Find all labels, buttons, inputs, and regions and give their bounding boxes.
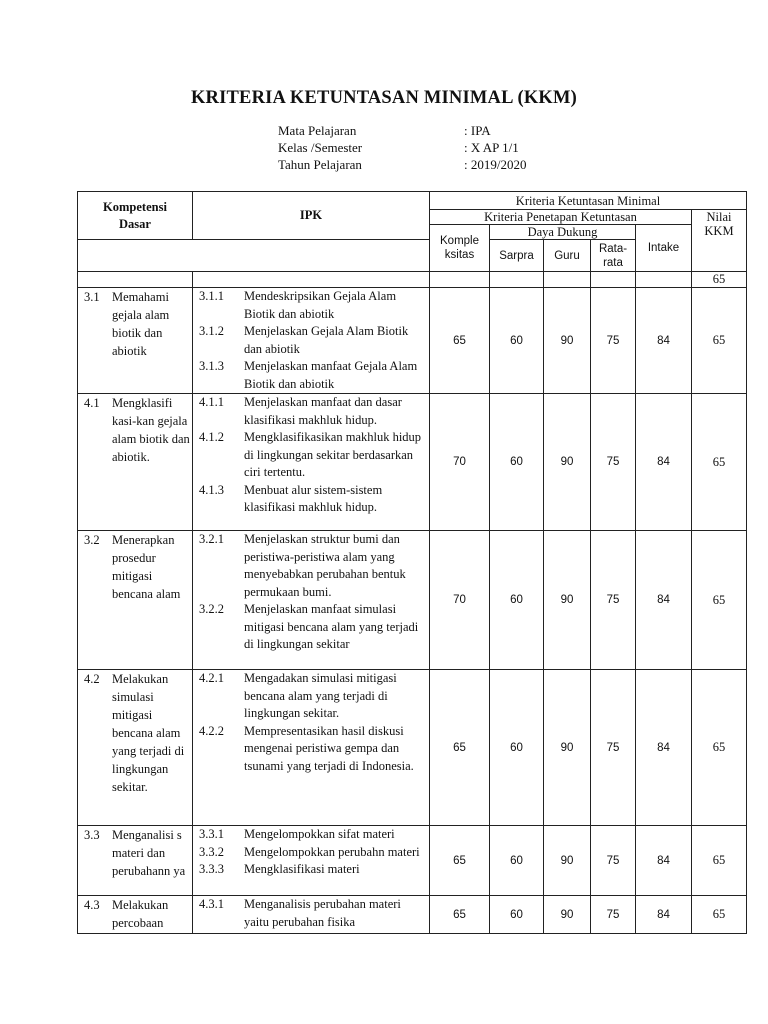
ipk-text: Mengelompokkan sifat materi <box>244 827 395 841</box>
meta-value: : 2019/2020 <box>464 157 527 172</box>
ipk-number: 3.3.2 <box>199 844 224 859</box>
ipk-number: 3.2.2 <box>199 602 224 616</box>
kompetensi-dasar-cell <box>78 288 193 394</box>
header-kompetensi-dasar: Kompetensi Dasar <box>78 192 193 240</box>
intake-value: 84 <box>636 826 692 896</box>
intake-value: 84 <box>636 670 692 826</box>
kd-number: 3.3 <box>84 828 100 842</box>
kkm-table <box>77 191 747 934</box>
ipk-number: 4.1.2 <box>199 430 224 444</box>
ipk-number: 4.1.3 <box>199 482 224 497</box>
header-daya-dukung: Daya Dukung <box>490 225 636 240</box>
kompleksitas-value: 65 <box>430 826 490 896</box>
rata-rata-value: 75 <box>591 394 636 531</box>
ipk-item <box>193 288 429 323</box>
header-intake: Intake <box>636 225 692 272</box>
ipk-cell <box>193 670 430 826</box>
ipk-number: 4.2.1 <box>199 671 224 685</box>
kkm-row <box>78 531 747 670</box>
kkm-row <box>78 394 747 531</box>
ipk-number: 3.2.1 <box>199 532 224 546</box>
kompetensi-dasar-cell <box>78 670 193 826</box>
ipk-text: Menjelaskan manfaat Gejala Alam Biotik dan abiotik <box>244 359 418 391</box>
guru-value: 90 <box>544 394 591 531</box>
kompleksitas-value: 65 <box>430 288 490 394</box>
document-meta <box>278 122 526 173</box>
sarpra-value: 60 <box>490 896 544 934</box>
header-rata-rata: Rata-rata <box>591 240 636 272</box>
ipk-text: Menjelaskan Gejala Alam Biotik dan abiotik <box>244 324 409 356</box>
meta-value: : X AP 1/1 <box>464 140 519 155</box>
kd-text: Melakukan percobaan <box>112 898 169 930</box>
blank-row <box>78 272 747 288</box>
intake-value: 84 <box>636 394 692 531</box>
kompleksitas-value: 70 <box>430 394 490 531</box>
meta-row-subject <box>278 122 526 139</box>
ipk-cell <box>193 394 430 531</box>
ipk-cell <box>193 288 430 394</box>
kd-number: 3.1 <box>84 290 100 304</box>
ipk-number: 3.1.3 <box>199 359 224 373</box>
ipk-item <box>193 482 429 517</box>
sarpra-value: 60 <box>490 288 544 394</box>
nilai-kkm-value: 65 <box>692 896 747 934</box>
document-title: KRITERIA KETUNTASAN MINIMAL (KKM) <box>190 88 578 108</box>
intake-value: 84 <box>636 531 692 670</box>
kd-text: Mengklasifi kasi-kan gejala alam biotik dan abiotik. <box>112 396 190 464</box>
kd-number: 3.2 <box>84 533 100 547</box>
ipk-text: Mengklasifikasikan makhluk hidup di lingkungan sekitar berdasarkan ciri tertentu. <box>244 430 422 479</box>
ipk-text: Mengelompokkan perubahn materi <box>244 844 420 859</box>
ipk-number: 4.3.1 <box>199 897 224 911</box>
kd-text: Melakukan simulasi mitigasi bencana alam yang terjadi di lingkungan sekitar. <box>112 672 185 794</box>
ipk-item <box>193 896 429 931</box>
ipk-item <box>193 844 429 862</box>
kd-text: Menerapkan prosedur mitigasi bencana alam <box>112 533 181 601</box>
ipk-item <box>193 861 429 879</box>
nilai-kkm-value: 65 <box>692 826 747 896</box>
header-guru: Guru <box>544 240 591 272</box>
header-nilai-kkm: Nilai KKM <box>692 210 747 272</box>
ipk-number: 3.3.1 <box>199 827 224 841</box>
guru-value: 90 <box>544 670 591 826</box>
kd-text: Memahami gejala alam biotik dan abiotik <box>112 290 170 358</box>
kkm-row <box>78 670 747 826</box>
kompetensi-dasar-cell <box>78 394 193 531</box>
kkm-row <box>78 288 747 394</box>
header-kkm-group: Kriteria Ketuntasan Minimal <box>430 192 747 210</box>
kd-number: 4.3 <box>84 898 100 912</box>
kompetensi-dasar-cell <box>78 896 193 934</box>
sarpra-value: 60 <box>490 531 544 670</box>
ipk-item <box>193 826 429 844</box>
ipk-text: Menjelaskan manfaat simulasi mitigasi bencana alam yang terjadi di lingkungan sekitar <box>244 602 419 651</box>
nilai-kkm-value: 65 <box>692 394 747 531</box>
kompleksitas-value: 65 <box>430 896 490 934</box>
ipk-number: 3.1.1 <box>199 289 224 303</box>
meta-row-class <box>278 139 526 156</box>
kompetensi-dasar-cell <box>78 826 193 896</box>
ipk-text: Menganalisis perubahan materi yaitu perubahan fisika <box>244 897 401 929</box>
ipk-number: 3.1.2 <box>199 324 224 338</box>
ipk-item <box>193 723 429 776</box>
nilai-kkm-value: 65 <box>692 288 747 394</box>
meta-value: : IPA <box>464 123 491 138</box>
ipk-cell <box>193 826 430 896</box>
meta-row-year <box>278 156 526 173</box>
ipk-item <box>193 601 429 654</box>
kompleksitas-value: 70 <box>430 531 490 670</box>
nilai-kkm-value: 65 <box>692 670 747 826</box>
ipk-number: 4.2.2 <box>199 723 224 738</box>
rata-rata-value: 75 <box>591 531 636 670</box>
ipk-text: Menbuat alur sistem-sistem klasifikasi makhluk hidup. <box>244 482 383 514</box>
ipk-item <box>193 323 429 358</box>
sarpra-value: 60 <box>490 826 544 896</box>
ipk-text: Mengadakan simulasi mitigasi bencana alam yang terjadi di lingkungan sekitar. <box>244 671 397 720</box>
rata-rata-value: 75 <box>591 896 636 934</box>
ipk-text: Menjelaskan manfaat dan dasar klasifikasi makhluk hidup. <box>244 395 402 427</box>
meta-label: Mata Pelajaran <box>278 123 357 138</box>
guru-value: 90 <box>544 531 591 670</box>
kompleksitas-value: 65 <box>430 670 490 826</box>
ipk-item <box>193 358 429 393</box>
ipk-number: 3.3.3 <box>199 862 224 876</box>
ipk-item <box>193 394 429 429</box>
ipk-text: Menjelaskan struktur bumi dan peristiwa-peristiwa alam yang menyebabkan perubahan bentuk permukaan bumi. <box>244 532 406 599</box>
ipk-text: Mempresentasikan hasil diskusi mengenai peristiwa gempa dan tsunami yang terjadi di Indonesia. <box>244 723 414 773</box>
meta-label: Tahun Pelajaran <box>278 157 362 172</box>
guru-value: 90 <box>544 826 591 896</box>
sarpra-value: 60 <box>490 394 544 531</box>
header-kompleksitas: Komple ksitas <box>430 225 490 272</box>
header-ipk: IPK <box>193 192 430 240</box>
ipk-text: Mendeskripsikan Gejala Alam Biotik dan abiotik <box>244 289 397 321</box>
kd-number: 4.2 <box>84 672 100 686</box>
ipk-item <box>193 670 429 723</box>
ipk-cell <box>193 896 430 934</box>
header-spacer <box>78 240 430 272</box>
meta-label: Kelas /Semester <box>278 140 363 155</box>
blank-row-kkm: 65 <box>692 272 747 288</box>
rata-rata-value: 75 <box>591 670 636 826</box>
header-sarpra: Sarpra <box>490 240 544 272</box>
sarpra-value: 60 <box>490 670 544 826</box>
guru-value: 90 <box>544 288 591 394</box>
ipk-text: Mengklasifikasi materi <box>244 862 360 876</box>
intake-value: 84 <box>636 896 692 934</box>
ipk-number: 4.1.1 <box>199 395 224 409</box>
rata-rata-value: 75 <box>591 826 636 896</box>
kkm-row <box>78 896 747 934</box>
rata-rata-value: 75 <box>591 288 636 394</box>
ipk-item <box>193 429 429 482</box>
kd-number: 4.1 <box>84 396 100 410</box>
nilai-kkm-value: 65 <box>692 531 747 670</box>
guru-value: 90 <box>544 896 591 934</box>
kompetensi-dasar-cell <box>78 531 193 670</box>
ipk-cell <box>193 531 430 670</box>
kd-text: Menganalisi s materi dan perubahann ya <box>112 828 186 878</box>
header-penetapan: Kriteria Penetapan Ketuntasan <box>430 210 692 225</box>
ipk-item <box>193 531 429 601</box>
intake-value: 84 <box>636 288 692 394</box>
kkm-row <box>78 826 747 896</box>
